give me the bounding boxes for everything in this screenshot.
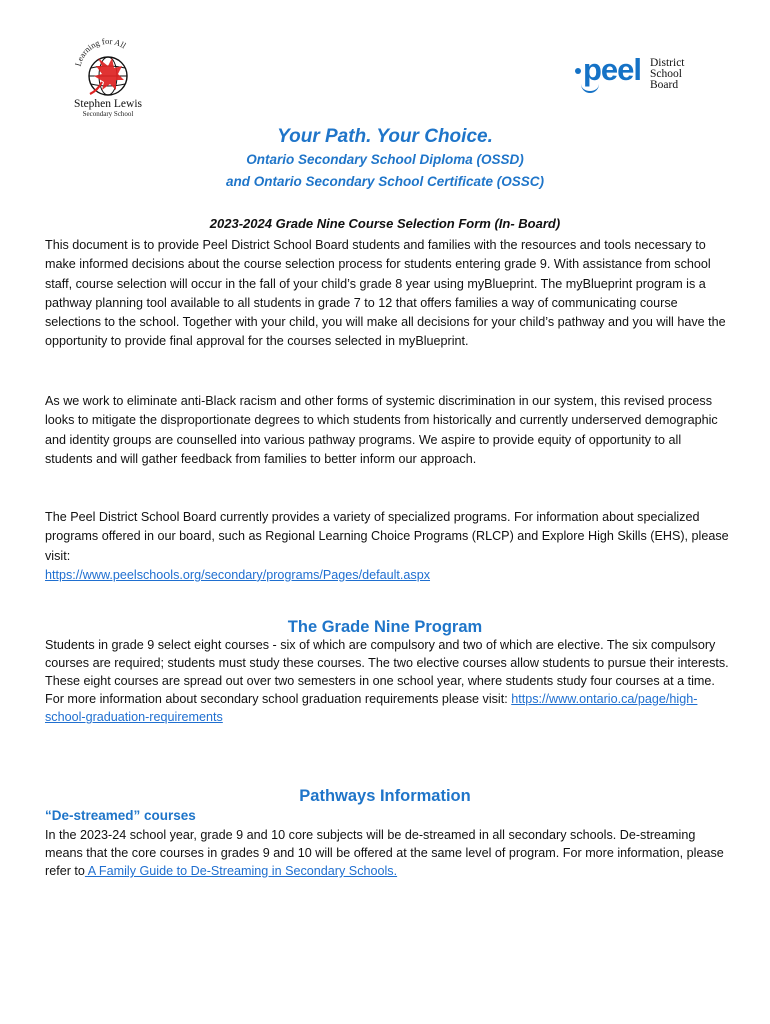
district-line-1: District xyxy=(650,57,685,69)
destreaming-guide-link[interactable]: A Family Guide to De-Streaming in Secondary Schools. xyxy=(84,864,398,878)
school-subtitle: Secondary School xyxy=(82,110,134,118)
peel-smile-icon xyxy=(581,83,599,93)
district-line-2: School Board xyxy=(650,68,682,91)
logo-arc-text: Learning for All xyxy=(72,35,128,68)
peel-wordmark: peel xyxy=(583,52,642,87)
destreamed-text: In the 2023-24 school year, grade 9 and 10 core subjects will be de-streamed in all secondary schools. De-streaming means that the core courses in grades 9 and 10 will be offered at the same level of program. For more information, please refer to xyxy=(45,828,724,878)
specialized-programs-text: The Peel District School Board currently provides a variety of specialized programs. For information about specialized programs offered in our board, such as Regional Learning Choice Programs (RLCP) and Explore High Skills (EHS), please visit: xyxy=(45,510,729,563)
page-subtitle-2: and Ontario Secondary School Certificate (OSSC) xyxy=(225,174,545,189)
peel-district-logo xyxy=(573,52,703,96)
grade-nine-text: Students in grade 9 select eight courses - six of which are compulsory and two of which are elective. The six compulsory courses are required; students must study these courses. The two elective courses allow students to pursue their interests. These eight courses are spread out over two semesters in one school year, where students study four courses at a time. For more information about secondary school graduation requirements please visit: xyxy=(45,638,729,706)
page-subtitle-1: Ontario Secondary School Diploma (OSSD) xyxy=(246,152,524,167)
intro-paragraph-1: This document is to provide Peel District School Board students and families with the resources and tools necessary to make informed decisions about the course selection process for students entering grade 9. With assistance from school staff, course selection will occur in the fall of your child’s grade 8 year using myBlueprint. The myBlueprint program is a pathway planning tool available to all students in grade 7 to 12 that offers families a way of communicating course selections to the school. Together with your child, you will make all decisions for your child’s pathway and you will have the opportunity to provide final approval for the courses selected in myBlueprint. xyxy=(45,238,726,349)
destreamed-paragraph xyxy=(45,826,730,880)
graduation-requirements-link[interactable]: https://www.ontario.ca/page/high-school-graduation-requirements xyxy=(45,692,698,724)
peel-district-text xyxy=(650,58,703,91)
page-title: Your Path. Your Choice. xyxy=(277,126,493,147)
form-title: 2023-2024 Grade Nine Course Selection Form (In- Board) xyxy=(209,216,561,231)
school-name: Stephen Lewis xyxy=(73,98,143,110)
grade-nine-heading: The Grade Nine Program xyxy=(287,618,483,636)
peel-dot-icon xyxy=(575,68,581,74)
grade-nine-paragraph xyxy=(45,636,730,726)
destreamed-subheading: “De-streamed” courses xyxy=(45,808,196,823)
intro-paragraph-3 xyxy=(45,508,730,585)
pathways-heading: Pathways Information xyxy=(299,787,471,805)
globe-leaf-emblem-icon xyxy=(62,30,154,102)
intro-paragraph-2: As we work to eliminate anti-Black racism and other forms of systemic discrimination in our system, this revised process looks to mitigate the disproportionate degrees to which students from historically and currently underserved demographic and identity groups are counselled into various pathway programs. We aspire to provide equity of opportunity to all students and will gather feedback from families to better inform our approach. xyxy=(45,394,718,466)
specialized-programs-link[interactable]: https://www.peelschools.org/secondary/programs/Pages/default.aspx xyxy=(45,567,431,582)
